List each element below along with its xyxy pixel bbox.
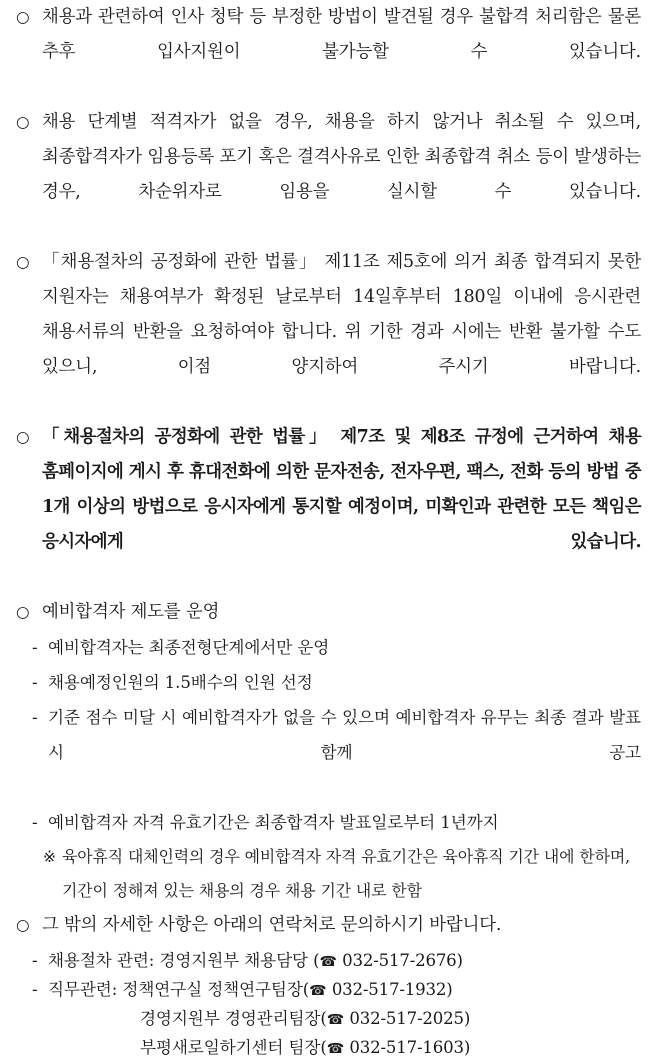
notice-item-4-notification-method	[0, 420, 662, 595]
dash-bullet-icon: -	[32, 813, 38, 832]
notice-item-6-inquiries	[0, 908, 662, 943]
notice-item-3-document-return	[0, 245, 662, 420]
reserve-sub-item-2	[0, 665, 662, 700]
circle-bullet-icon: ○	[16, 603, 30, 621]
phone-number: 032-517-2676	[342, 951, 457, 970]
reserve-sub-item-4	[0, 805, 662, 840]
contact-suffix: )	[446, 980, 453, 999]
reserve-sub-item-1	[0, 630, 662, 665]
contact-label: 직무관련: 정책연구실 정책연구팀장(	[48, 980, 310, 999]
reserve-sub-item-3-text: 기준 점수 미달 시 예비합격자가 없을 수 있으며 예비합격자 유무는 최종 결과 발표 시 함께 공고	[48, 708, 641, 762]
dash-bullet-icon: -	[32, 951, 38, 970]
dash-bullet-icon: -	[32, 708, 38, 727]
contact-label: 채용절차 관련: 경영지원부 채용담당 (	[48, 951, 320, 970]
notice-item-1	[0, 0, 662, 105]
phone-number: 032-517-1603	[349, 1038, 464, 1057]
contact-suffix: )	[463, 1038, 471, 1057]
notice-item-3-text: 「채용절차의 공정화에 관한 법률」 제11조 제5호에 의거 최종 합격되지 못한 지원자는 채용여부가 확정된 날로부터 14일후부터 180일 이내에 응시관련 채용서류의 반환을 요청하여야 합니다. 위 기한 경과 시에는 반환 불가할 수도 있으니, 이점 양지하여 주시기 바랍니다.	[42, 252, 641, 377]
reserve-sub-item-4-text: 예비합격자 자격 유효기간은 최종합격자 발표일로부터 1년까지	[48, 813, 499, 832]
dash-bullet-icon: -	[32, 638, 38, 657]
reserve-sub-item-3	[0, 700, 662, 805]
reserve-sub-item-2-text: 채용예정인원의 1.5배수의 인원 선정	[48, 673, 313, 692]
contact-line-bupyeong-center	[0, 1034, 662, 1063]
reserve-sub-item-1-text: 예비합격자는 최종전형단계에서만 운영	[48, 638, 330, 657]
contact-suffix: )	[456, 951, 463, 970]
contact-line-management-support	[0, 1005, 662, 1034]
phone-icon: ☎	[326, 1012, 345, 1028]
contact-label: 부평새로일하기센터 팀장(	[140, 1038, 327, 1057]
notice-item-5-reserve-system	[0, 595, 662, 630]
notice-item-5-text: 예비합격자 제도를 운영	[42, 602, 220, 622]
notice-item-6-text: 그 밖의 자세한 사항은 아래의 연락처로 문의하시기 바랍니다.	[42, 915, 502, 935]
contact-label: 경영지원부 경영관리팀장(	[140, 1009, 327, 1028]
contact-suffix: )	[463, 1009, 471, 1028]
phone-icon: ☎	[326, 1041, 345, 1057]
phone-number: 032-517-2025	[349, 1009, 464, 1028]
dash-bullet-icon: -	[32, 673, 38, 692]
circle-bullet-icon: ○	[16, 428, 29, 446]
contact-line-job-policy-research	[0, 976, 662, 1005]
circle-bullet-icon: ○	[16, 916, 30, 934]
circle-bullet-icon: ○	[16, 8, 30, 26]
reserve-note-text: 육아휴직 대체인력의 경우 예비합격자 자격 유효기간은 육아휴직 기간 내에 한하며, 기간이 정해져 있는 채용의 경우 채용 기간 내로 한함	[62, 847, 631, 900]
dash-bullet-icon: -	[32, 980, 38, 999]
phone-number: 032-517-1932	[331, 980, 447, 999]
contact-line-recruitment-process	[0, 947, 662, 976]
reserve-note-parental-leave	[0, 840, 662, 908]
phone-icon: ☎	[309, 983, 327, 999]
notice-item-4-text: 「채용절차의 공정화에 관한 법률」 제7조 및 제8조 규정에 근거하여 채용 홈페이지에 게시 후 휴대전화에 의한 문자전송, 전자우편, 팩스, 전화 등의 방법 중 1개 이상의 방법으로 응시자에게 통지할 예정이며, 미확인과 관련한 모든 책임은 응시자에게 있습니다.	[42, 427, 641, 552]
notice-item-1-text: 채용과 관련하여 인사 청탁 등 부정한 방법이 발견될 경우 불합격 처리함은 물론 추후 입사지원이 불가능할 수 있습니다.	[42, 7, 641, 62]
circle-bullet-icon: ○	[16, 253, 30, 271]
circle-bullet-icon: ○	[16, 113, 30, 131]
notice-item-2	[0, 105, 662, 245]
phone-icon: ☎	[319, 954, 337, 970]
reference-mark-icon: ※	[43, 848, 56, 866]
notice-item-2-text: 채용 단계별 적격자가 없을 경우, 채용을 하지 않거나 취소될 수 있으며, 최종합격자가 임용등록 포기 혹은 결격사유로 인한 최종합격 취소 등이 발생하는 경우, 차순위자로 임용을 실시할 수 있습니다.	[42, 112, 641, 202]
